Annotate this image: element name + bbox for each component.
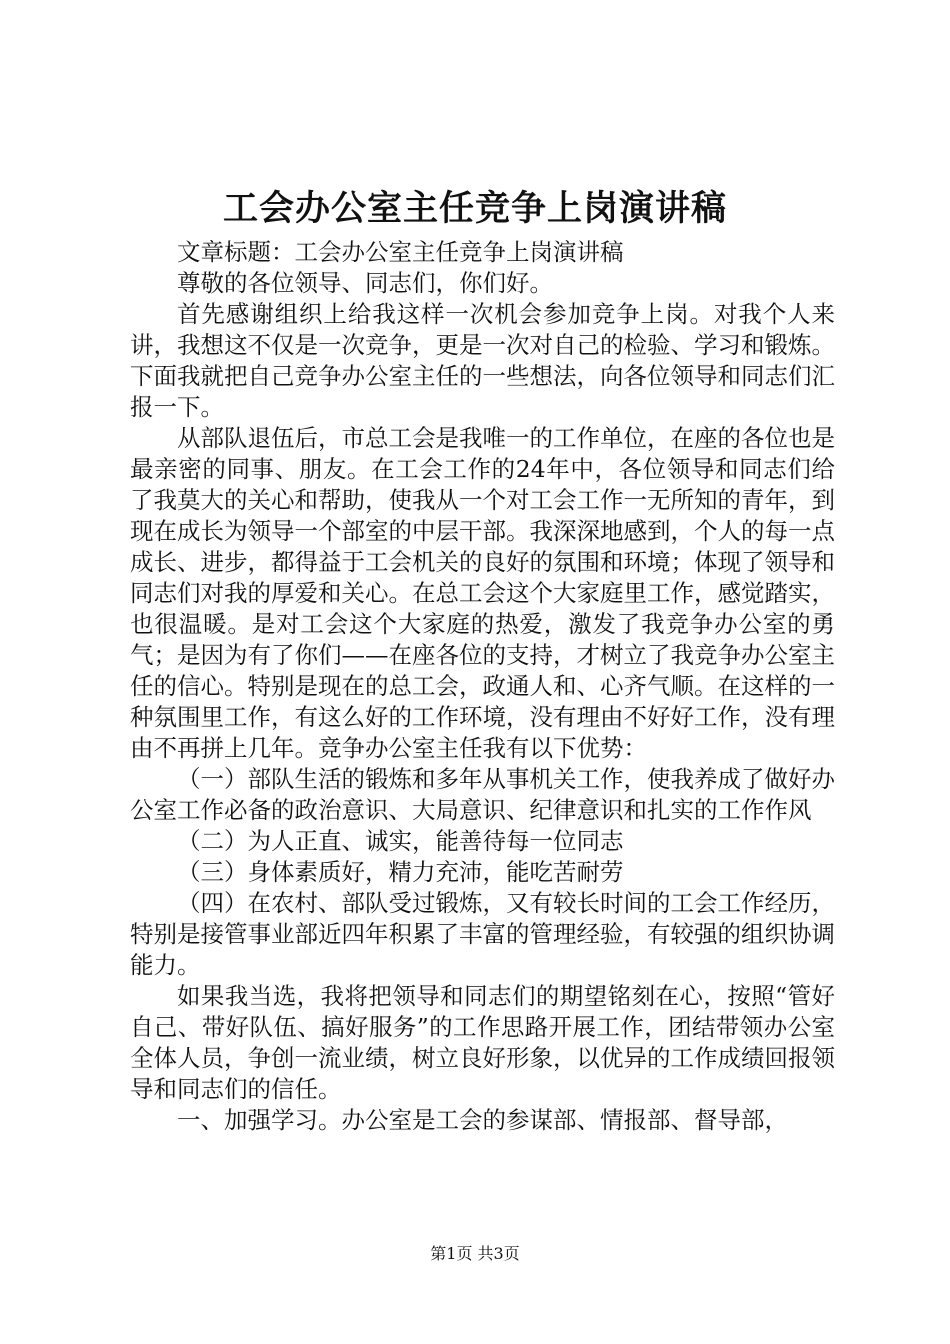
- paragraph-advantage-3: （三）身体素质好，精力充沛，能吃苦耐劳: [177, 858, 624, 886]
- page-number-footer: 第1页 共3页: [430, 1244, 520, 1263]
- paragraph-greeting: 尊敬的各位领导、同志们，你们好。: [177, 269, 553, 297]
- paragraph-background: 从部队退伍后，市总工会是我唯一的工作单位，在座的各位也是最亲密的同事、朋友。在工会工作的24年中，各位领导和同志们给了我莫大的关心和帮助，使我从一个对工会工作一无所知的青年，到现在成长为领导一个部室的中层干部。我深深地感到，个人的每一点成长、进步，都得益于工会机关的良好的氛围和环境；体现了领导和同志们对我的厚爱和关心。在总工会这个大家庭里工作，感觉踏实，也很温暖。是对工会这个大家庭的热爱，激发了我竞争办公室的勇气；是因为有了你们——在座各位的支持，才树立了我竞争办公室主任的信心。特别是现在的总工会，政通人和、心齐气顺。在这样的一种氛围里工作，有这么好的工作环境，没有理由不好好工作，没有理由不再拼上几年。竞争办公室主任我有以下优势：: [130, 424, 835, 762]
- paragraph-article-title: 文章标题：工会办公室主任竞争上岗演讲稿: [177, 238, 624, 266]
- document-title: 工会办公室主任竞争上岗演讲稿: [222, 188, 727, 229]
- paragraph-commitment: 如果我当选，我将把领导和同志们的期望铭刻在心，按照“管好自己、带好队伍、搞好服务”的工作思路开展工作，团结带领办公室全体人员，争创一流业绩，树立良好形象，以优异的工作成绩回报领导和同志们的信任。: [130, 982, 835, 1103]
- paragraph-opening: 首先感谢组织上给我这样一次机会参加竞争上岗。对我个人来讲，我想这不仅是一次竞争，更是一次对自己的检验、学习和锻炼。下面我就把自己竞争办公室主任的一些想法，向各位领导和同志们汇报一下。: [130, 300, 835, 421]
- paragraph-advantage-2: （二）为人正直、诚实，能善待每一位同志: [177, 827, 624, 855]
- document-body: [130, 237, 835, 1136]
- paragraph-section-1: 一、加强学习。办公室是工会的参谋部、情报部、督导部，: [177, 1106, 788, 1134]
- paragraph-advantage-4: （四）在农村、部队受过锻炼，又有较长时间的工会工作经历，特别是接管事业部近四年积累了丰富的管理经验，有较强的组织协调能力。: [130, 889, 835, 979]
- paragraph-advantage-1: （一）部队生活的锻炼和多年从事机关工作，使我养成了做好办公室工作必备的政治意识、大局意识、纪律意识和扎实的工作作风: [130, 765, 835, 824]
